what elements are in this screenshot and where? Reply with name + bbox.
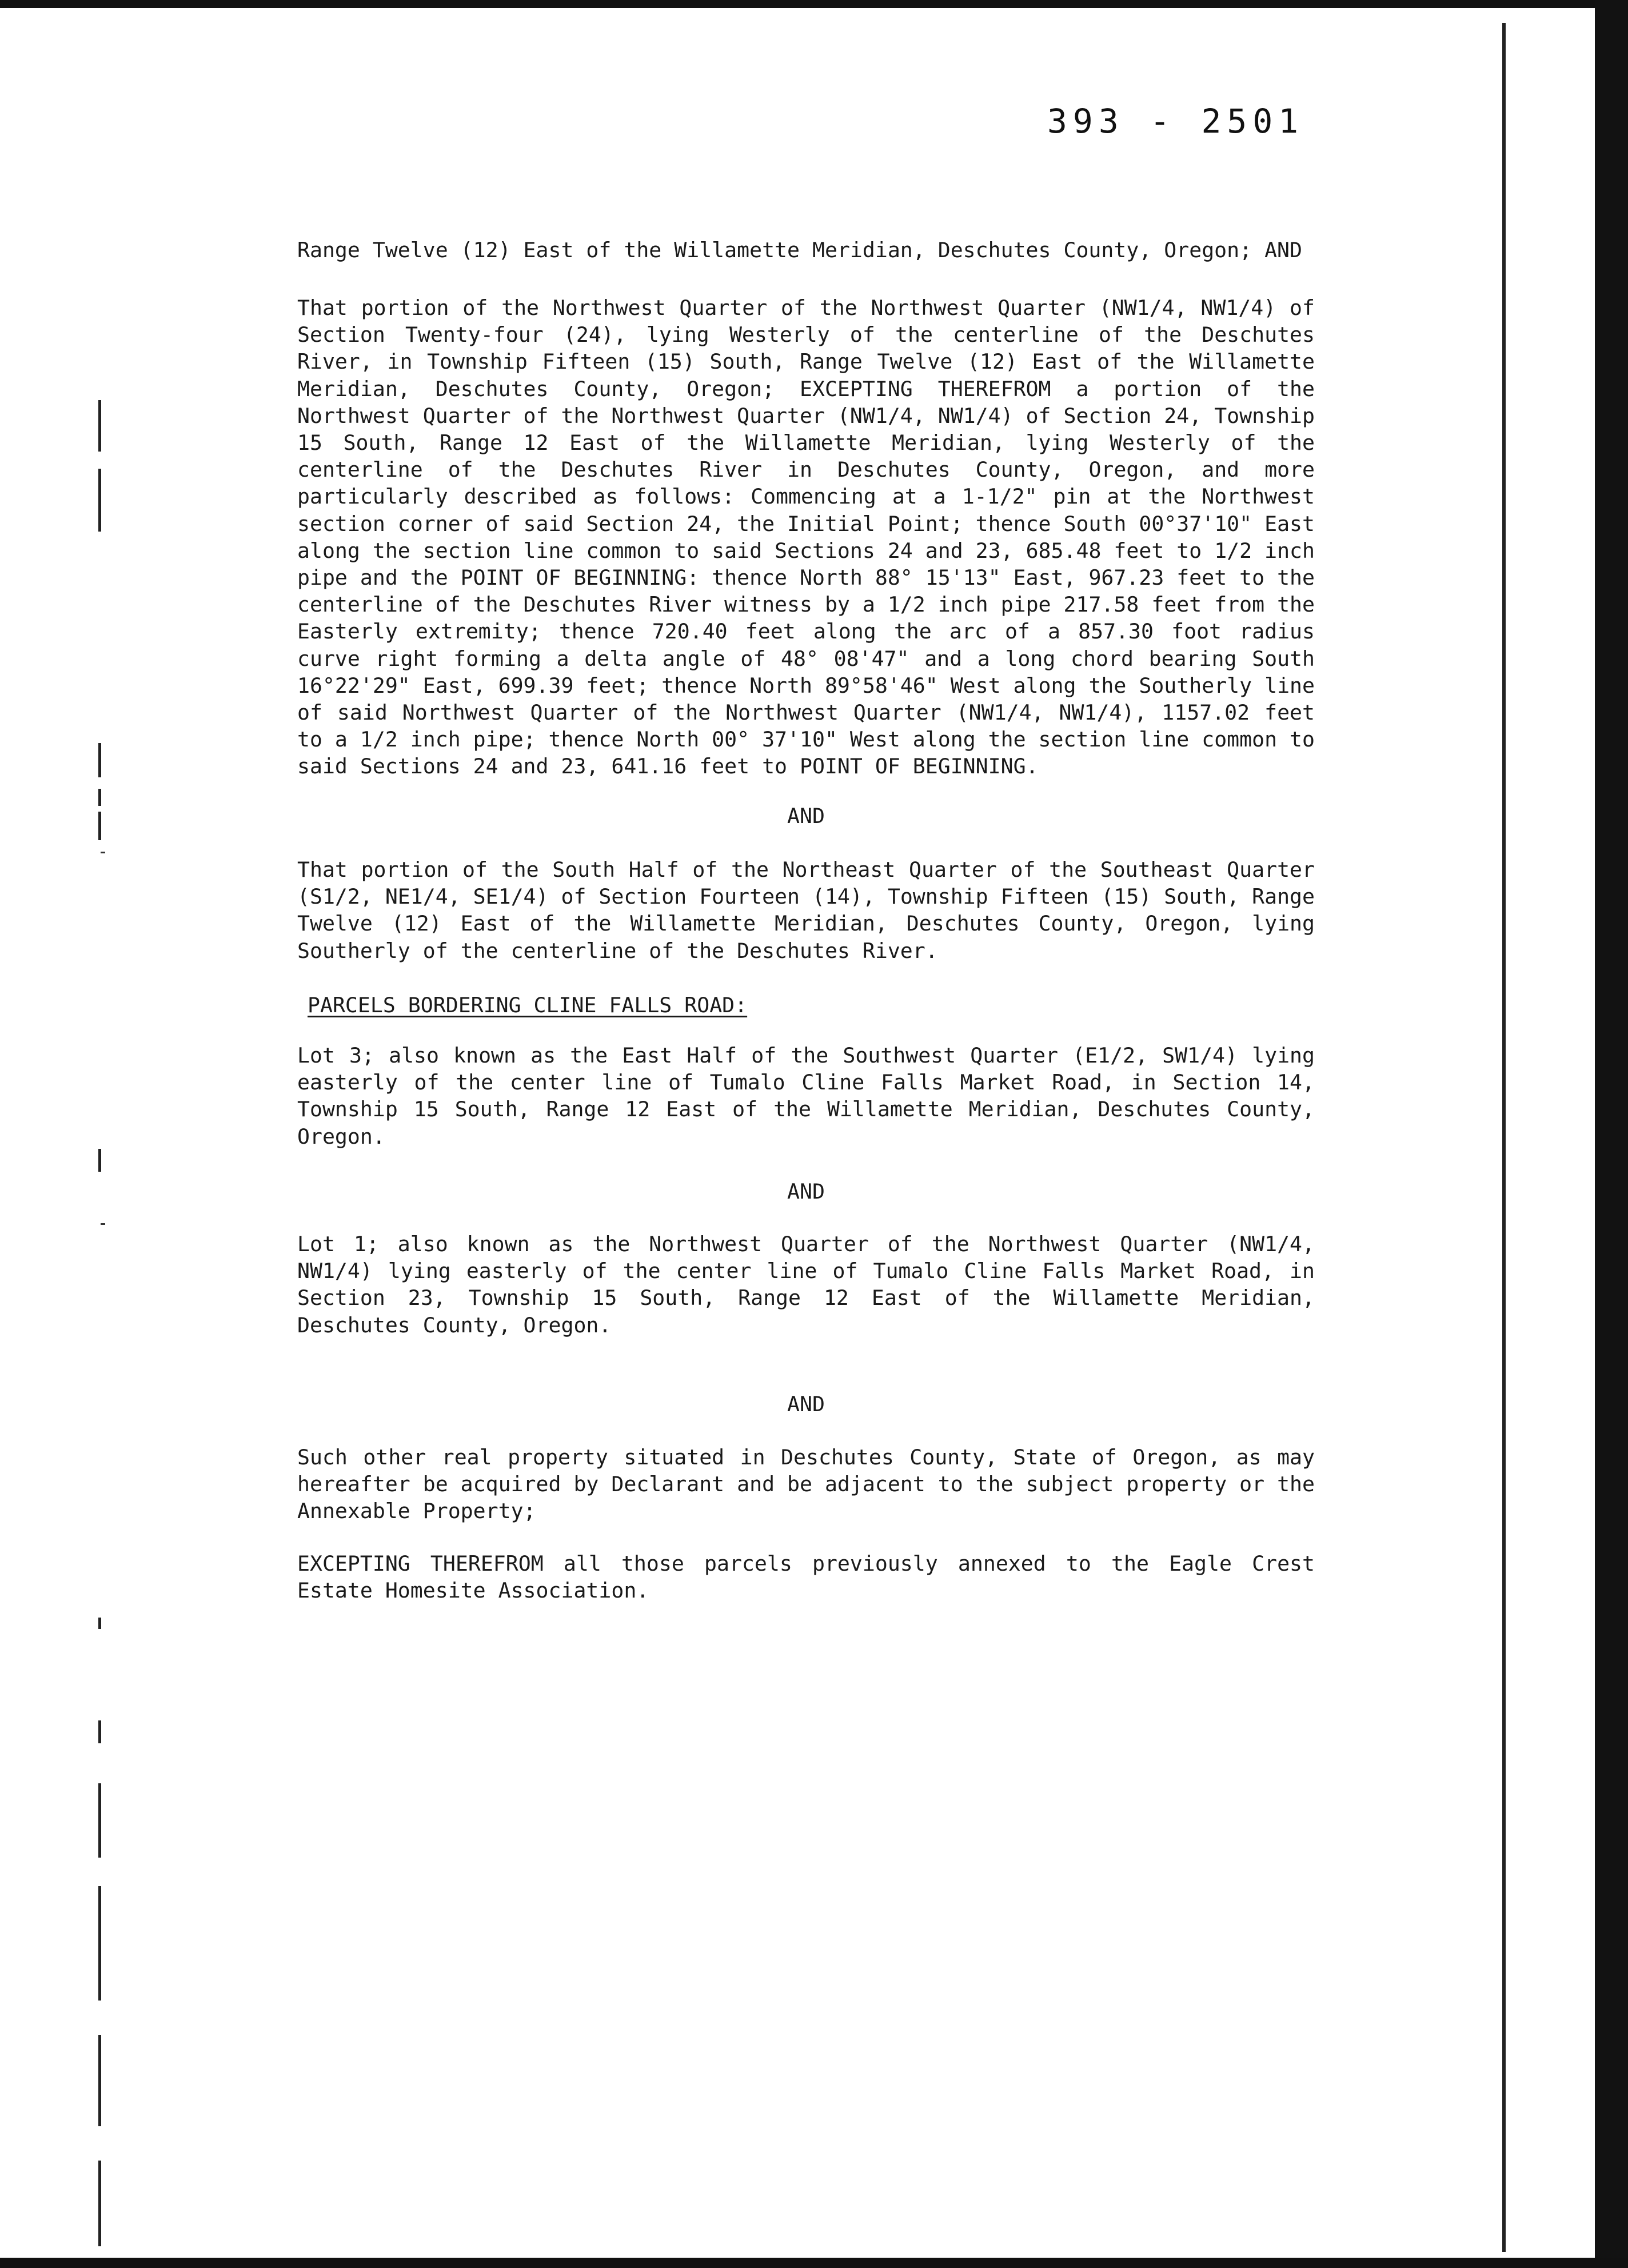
northwest-portion-paragraph: That portion of the Northwest Quarter of the Northwest Quarter (NW1/4, NW1/4) of Section Twenty-four (24), lying Westerly of the centerline of the Deschutes River, in Township Fifteen (15) South, Range Twelve (12) East of the Willamette Meridian, Deschutes County, Oregon; EXCEPTING THEREFROM a portion of the Northwest Quarter of the Northwest Quarter (NW1/4, NW1/4) of Section 24, Township 15 South, Range 12 East of the Willamette Meridian, lying Westerly of the centerline of the Deschutes River in Deschutes County, Oregon, and more particularly described as follows: Commencing at a 1-1/2" pin at the Northwest section corner of said Section 24, the Initial Point; thence South 00°37'10" East along the section line common to said Sections 24 and 23, 685.48 feet to 1/2 inch pipe and the POINT OF BEGINNING: thence North 88° 15'13" East, 967.23 feet to the centerline of the Deschutes River witness by a 1/2 inch pipe 217.58 feet from the Easterly extremity; thence 720.40 feet along the arc of a 857.30 foot radius curve right forming a delta angle of 48° 08'47" and a long chord bearing South 16°22'29" East, 699.39 feet; thence North 89°58'46" West along the Southerly line of said Northwest Quarter of the Northwest Quarter (NW1/4, NW1/4), 1157.02 feet to a 1/2 inch pipe; thence North 00° 37'10" West along the section line common to said Sections 24 and 23, 641.16 feet to POINT OF BEGINNING. <box>297 296 1315 779</box>
binding-mark <box>98 1149 101 1172</box>
binding-mark <box>98 1720 101 1743</box>
binding-mark <box>98 469 101 532</box>
scan-right-edge <box>1595 0 1628 2268</box>
section-heading: PARCELS BORDERING CLINE FALLS ROAD: <box>308 993 748 1017</box>
lot-1-paragraph: Lot 1; also known as the Northwest Quarter of the Northwest Quarter (NW1/4, NW1/4) lying easterly of the center line of Tumalo Cline Falls Market Road, in Section 23, Township 15 South, Range 12 East of the Willamette Meridian, Deschutes County, Oregon. <box>297 1232 1315 1337</box>
binding-mark <box>98 1618 101 1629</box>
binding-mark <box>98 743 101 777</box>
range-line-text: Range Twelve (12) East of the Willamette Meridian, Deschutes County, Oregon; AND <box>297 238 1302 262</box>
binding-mark <box>98 789 101 806</box>
binding-mark <box>98 812 101 840</box>
binding-mark <box>98 1886 101 2001</box>
binding-mark <box>98 1783 101 1858</box>
page-number: 393 - 2501 <box>1047 102 1304 141</box>
binding-mark <box>101 852 105 853</box>
binding-mark <box>98 400 101 452</box>
south-half-paragraph: That portion of the South Half of the Northeast Quarter of the Southeast Quarter (S1/2, NE1/4, SE1/4) of Section Fourteen (14), Township Fifteen (15) South, Range Twelve (12) East of the Willamette Meridian, Deschutes County, Oregon, lying Southerly of the centerline of the Deschutes River. <box>297 857 1315 963</box>
other-property-paragraph: Such other real property situated in Deschutes County, State of Oregon, as may hereafter be acquired by Declarant and be adjacent to the subject property or the Annexable Property; <box>297 1445 1315 1524</box>
and-separator: AND <box>787 1392 825 1416</box>
lot-3-paragraph: Lot 3; also known as the East Half of the Southwest Quarter (E1/2, SW1/4) lying easterly of the center line of Tumalo Cline Falls Market Road, in Section 14, Township 15 South, Range 12 East of the Willamette Meridian, Deschutes County, Oregon. <box>297 1043 1315 1149</box>
scan-bottom-edge <box>0 2258 1628 2268</box>
scan-top-edge <box>0 0 1628 8</box>
excepting-paragraph: EXCEPTING THEREFROM all those parcels previously annexed to the Eagle Crest Estate Homesite Association. <box>297 1551 1315 1603</box>
binding-mark <box>98 2035 101 2126</box>
binding-mark <box>101 1223 105 1225</box>
and-separator: AND <box>787 804 825 828</box>
binding-mark <box>98 2161 101 2246</box>
and-separator: AND <box>787 1179 825 1204</box>
scan-right-fold-line <box>1502 23 1506 2252</box>
